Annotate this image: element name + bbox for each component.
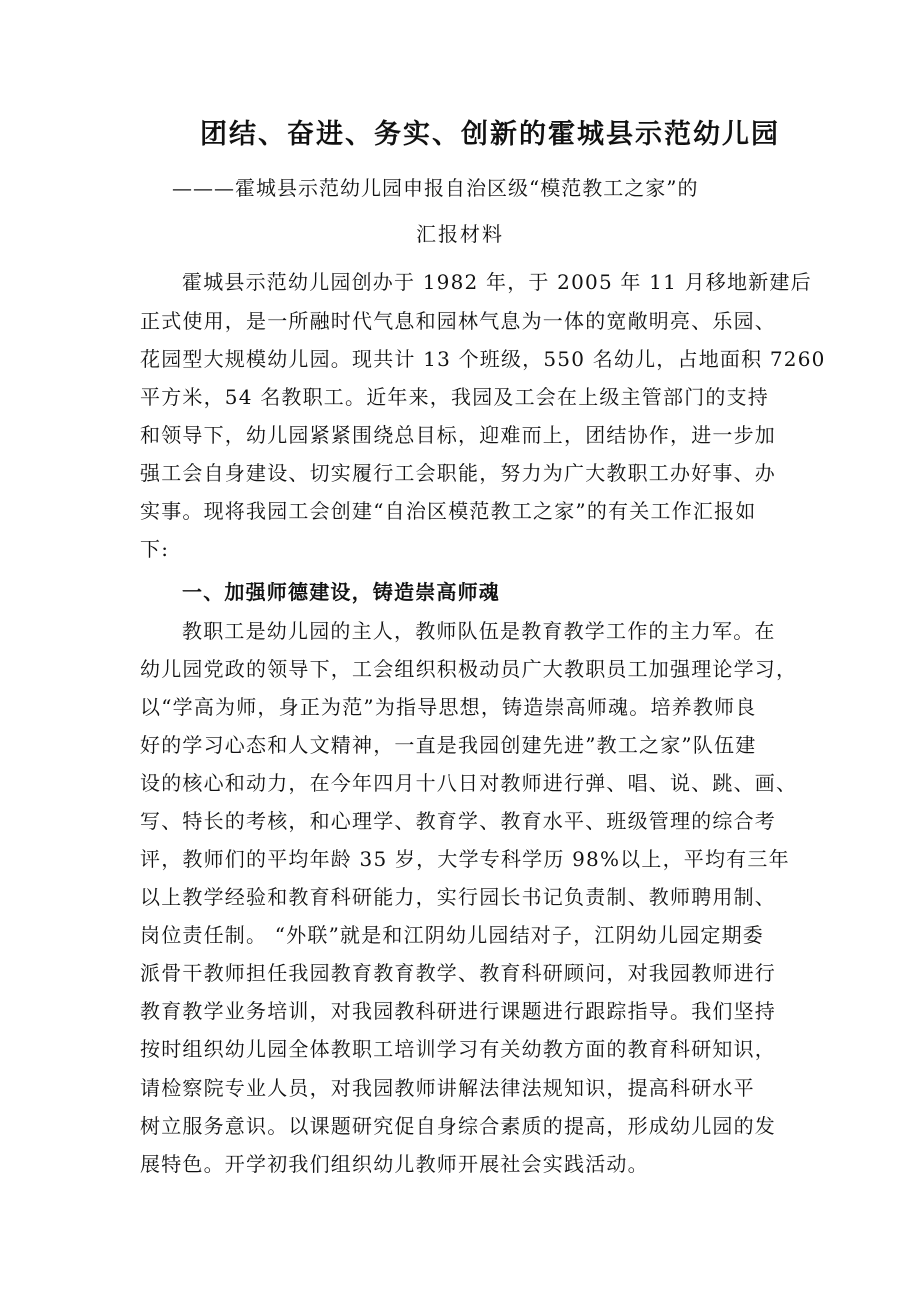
body-text-line: 平方米，54 名教职工。近年来，我园及工会在上级主管部门的支持	[140, 385, 770, 409]
body-text-line: 花园型大规模幼儿园。现共计 13 个班级，550 名幼儿，占地面积 7260	[140, 347, 826, 371]
body-text-line: 幼儿园党政的领导下，工会组织积极动员广大教职员工加强理论学习，	[140, 657, 798, 681]
body-text-line: 和领导下，幼儿园紧紧围绕总目标，迎难而上，团结协作，进一步加	[140, 423, 776, 447]
body-text-line: 霍城县示范幼儿园创办于 1982 年，于 2005 年 11 月移地新建后	[182, 270, 812, 294]
body-text-line: 教育教学业务培训，对我园教科研进行课题进行跟踪指导。我们坚持	[140, 999, 776, 1023]
body-text-line: 派骨干教师担任我园教育教育教学、教育科研顾问，对我园教师进行	[140, 961, 776, 985]
body-text-line: 评，教师们的平均年龄 35 岁，大学专科学历 98%以上，平均有三年	[140, 847, 790, 871]
body-text-line: 实事。现将我园工会创建“自治区模范教工之家”的有关工作汇报如	[140, 499, 757, 523]
body-text-line: 以上教学经验和教育科研能力，实行园长书记负责制、教师聘用制、	[140, 885, 776, 909]
body-text-line: 写、特长的考核，和心理学、教育学、教育水平、班级管理的综合考	[140, 809, 776, 833]
document-subtitle-continued: 汇报材料	[416, 222, 504, 246]
body-text-line: 设的核心和动力，在今年四月十八日对教师进行弹、唱、说、跳、画、	[140, 771, 798, 795]
body-text-line: 以“学高为师，身正为范”为指导思想，铸造崇高师魂。培养教师良	[140, 695, 757, 719]
body-text-line: 正式使用，是一所融时代气息和园林气息为一体的宽敞明亮、乐园、	[140, 309, 776, 333]
document-subtitle: ———霍城县示范幼儿园申报自治区级“模范教工之家”的	[172, 176, 699, 200]
body-text-line: 按时组织幼儿园全体教职工培训学习有关幼教方面的教育科研知识，	[140, 1037, 776, 1061]
body-text-line: 教职工是幼儿园的主人，教师队伍是教育教学工作的主力军。在	[182, 619, 776, 643]
body-text-line: 展特色。开学初我们组织幼儿教师开展社会实践活动。	[140, 1152, 649, 1176]
body-text-line: 好的学习心态和人文精神，一直是我园创建先进”教工之家”队伍建	[140, 733, 757, 757]
body-text-line: 岗位责任制。 “外联”就是和江阴幼儿园结对子，江阴幼儿园定期委	[140, 923, 765, 947]
body-text-line: 树立服务意识。以课题研究促自身综合素质的提高，形成幼儿园的发	[140, 1114, 776, 1138]
body-text-line: 下:	[140, 537, 170, 561]
body-text-line: 强工会自身建设、切实履行工会职能，努力为广大教职工办好事、办	[140, 461, 776, 485]
body-text-line: 请检察院专业人员，对我园教师讲解法律法规知识，提高科研水平	[140, 1076, 755, 1100]
document-title: 团结、奋进、务实、创新的霍城县示范幼儿园	[200, 119, 780, 150]
section-heading: 一、加强师德建设，铸造崇高师魂	[182, 580, 500, 604]
